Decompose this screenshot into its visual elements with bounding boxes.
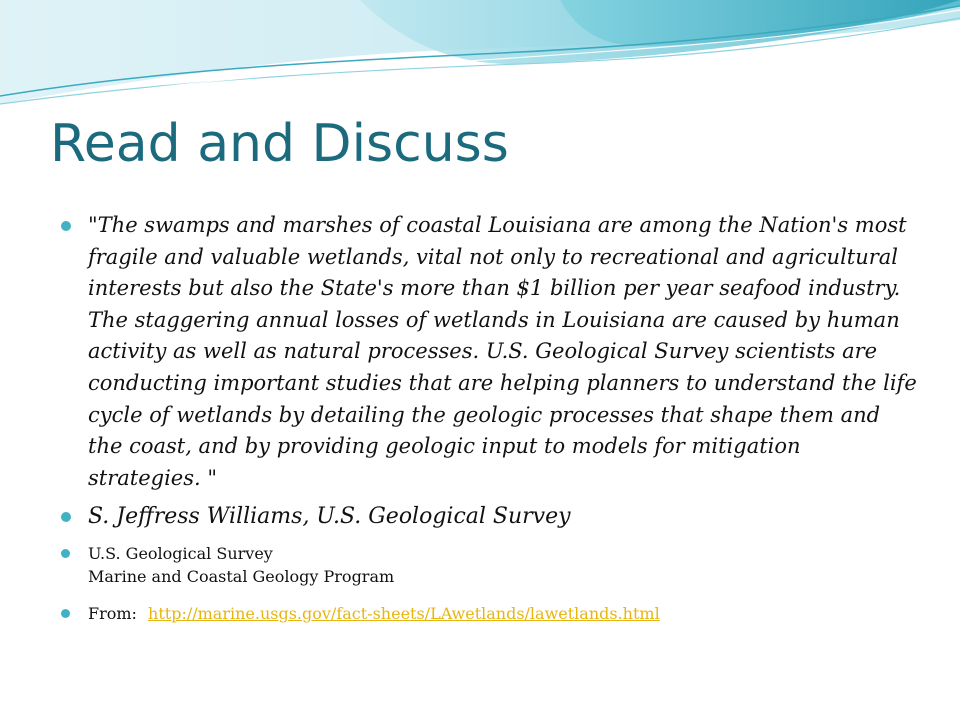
quote-text: "The swamps and marshes of coastal Louisiana are among the Nation's most fragile and valuable wetlands, vital not only to recreational and agricultural interests but also the State's more than $1 billion per year seafood industry. The staggering annual losses of wetlands in Louisiana are caused by human activity as well as natural processes. U.S. Geological Survey scientists are conducting important studies that are helping planners to understand the life cycle of wetlands by detailing the geologic processes that shape them and the coast, and by providing geologic input to models for mitigation strategies. " xyxy=(88,213,917,490)
from-label: From: xyxy=(88,604,137,624)
bullet-icon xyxy=(61,549,70,558)
bullet-icon xyxy=(61,221,71,231)
page-title: Read and Discuss xyxy=(50,114,509,174)
bullet-icon xyxy=(61,512,71,522)
wave-header-decoration xyxy=(0,0,960,120)
author-bullet xyxy=(58,502,918,532)
source-link[interactable]: http://marine.usgs.gov/fact-sheets/LAwetlands/lawetlands.html xyxy=(148,604,660,624)
source-line-1: U.S. Geological Survey xyxy=(88,544,273,564)
bullet-list xyxy=(58,210,918,639)
author-text: S. Jeffress Williams, U.S. Geological Survey xyxy=(88,504,571,530)
source-line-2: Marine and Coastal Geology Program xyxy=(88,567,395,587)
source-bullet xyxy=(58,542,918,588)
from-bullet xyxy=(58,602,918,625)
quote-bullet xyxy=(58,210,918,494)
bullet-icon xyxy=(61,609,70,618)
